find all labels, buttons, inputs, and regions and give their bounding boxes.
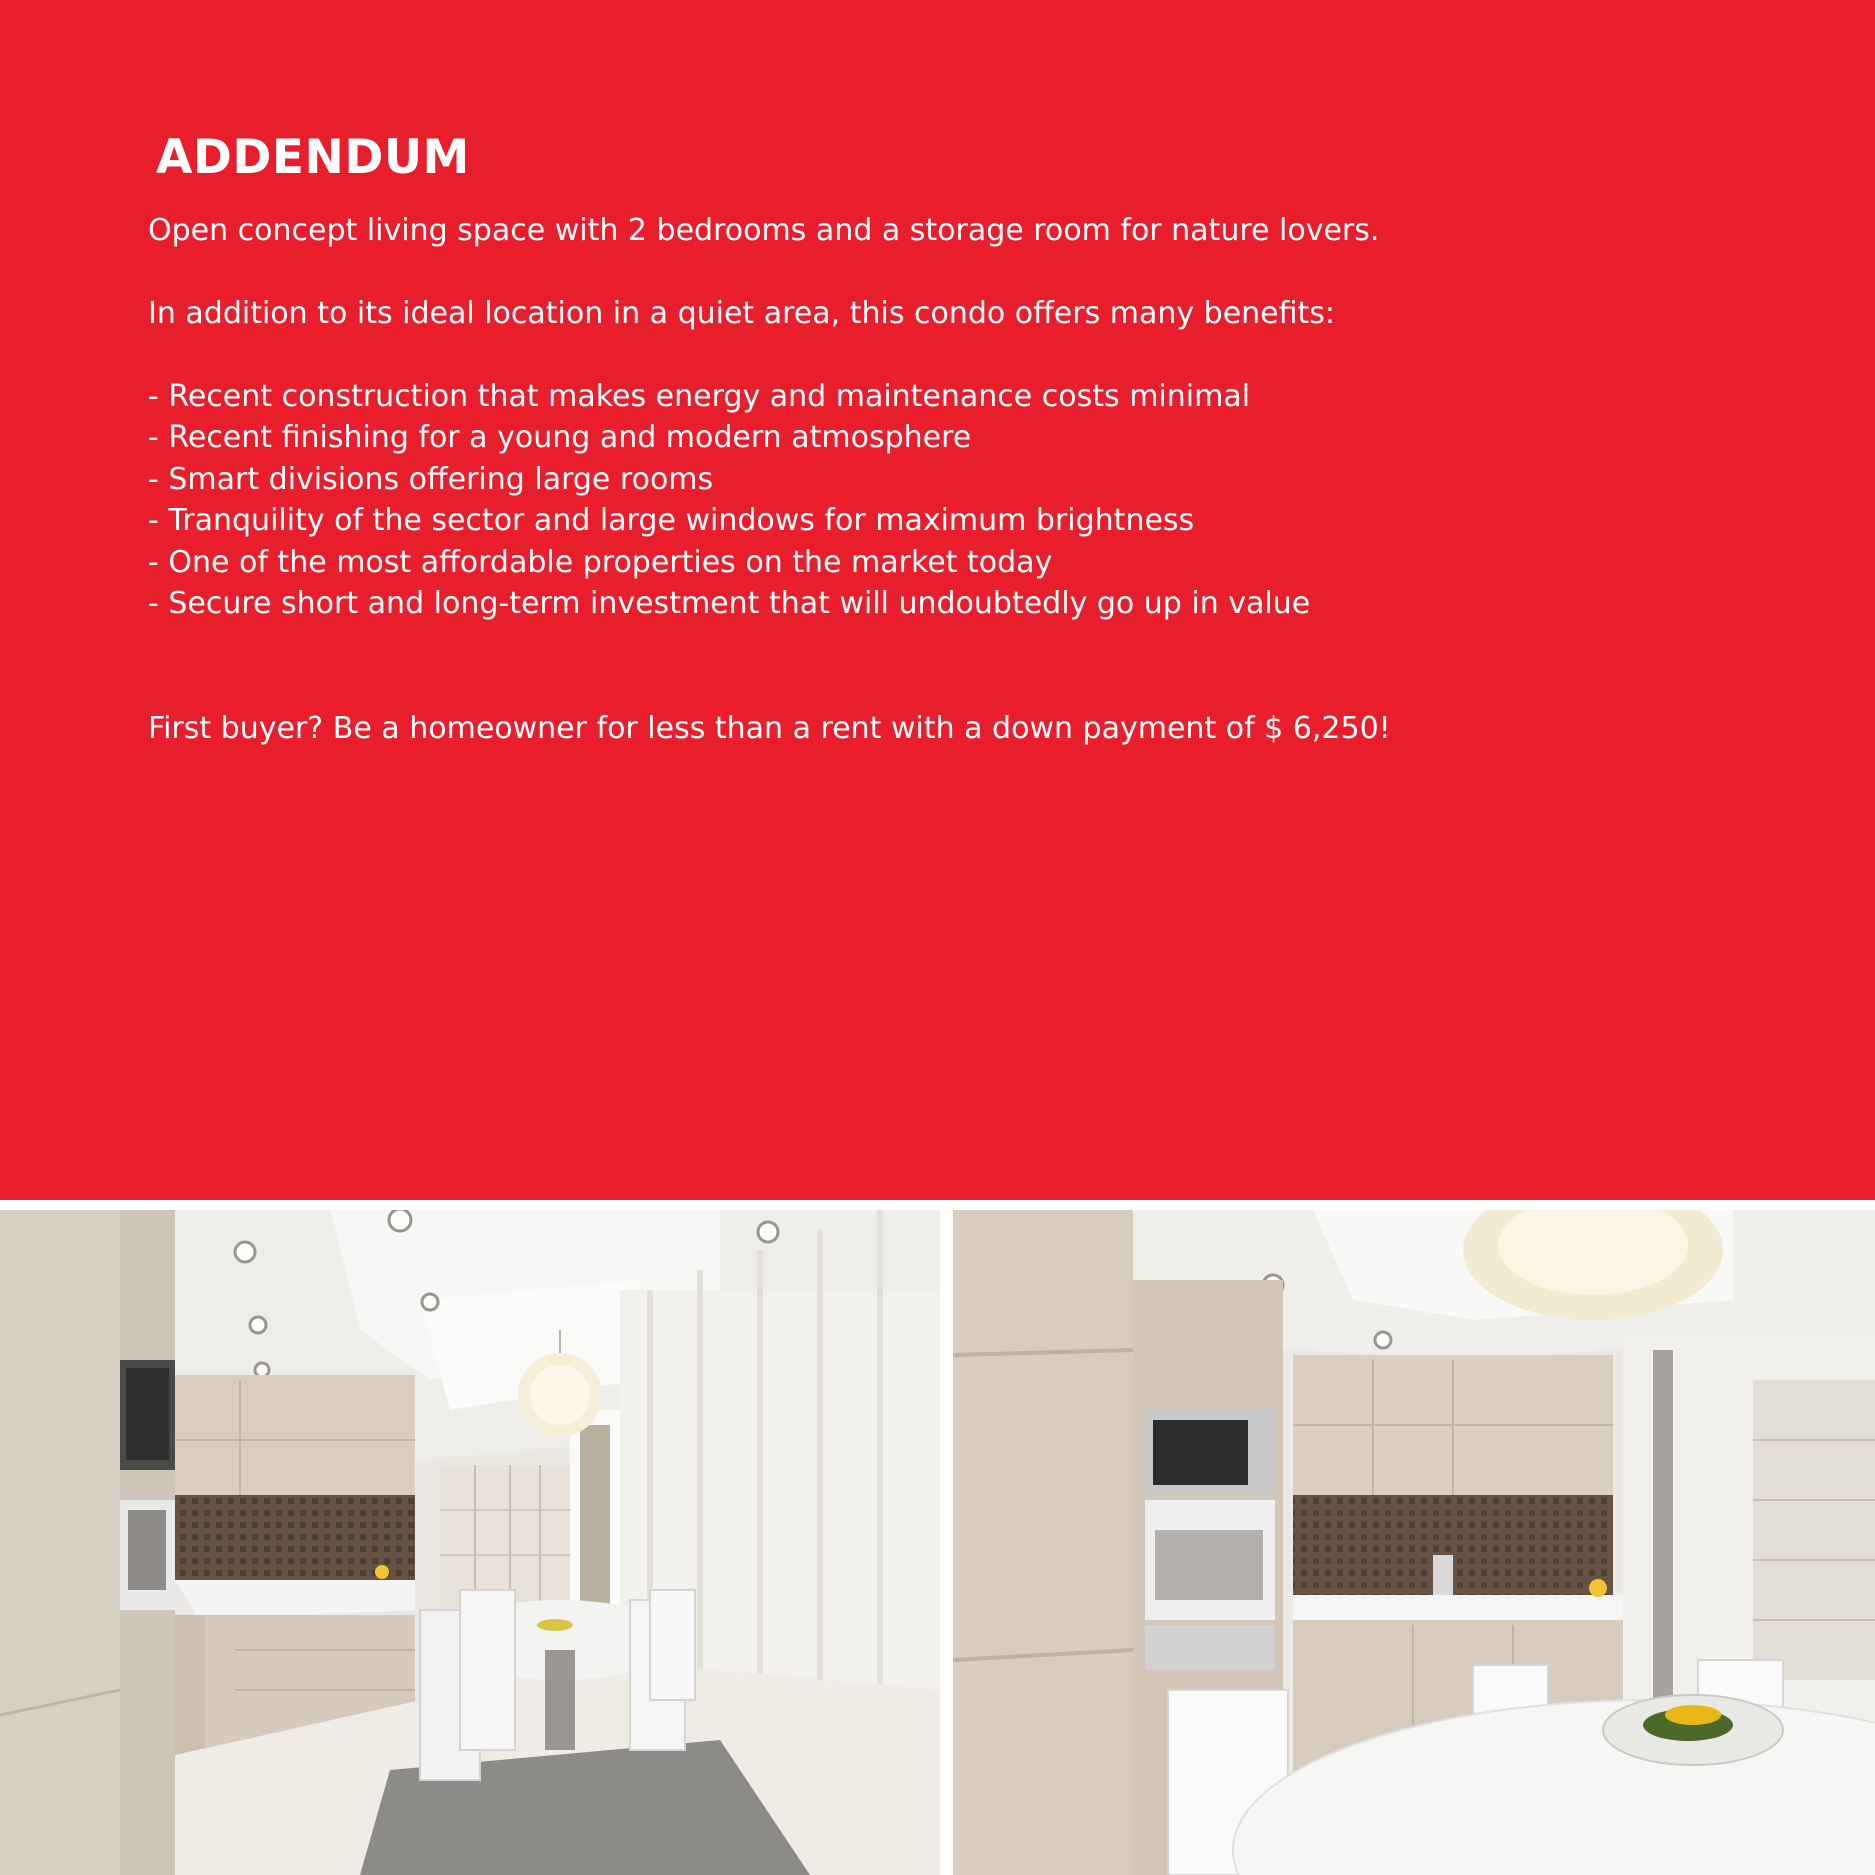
kitchen-photo: [953, 1210, 1875, 1875]
page-title: ADDENDUM: [156, 130, 470, 185]
benefits-list: [148, 376, 1648, 625]
kitchen-dining-photo: [0, 1210, 940, 1875]
benefit-item: - Recent finishing for a young and modern atmosphere: [148, 420, 972, 456]
benefit-item: - Tranquility of the sector and large windows for maximum brightness: [148, 503, 1195, 539]
addendum-content: [148, 132, 1648, 750]
kitchen-dining-illustration: [0, 1210, 940, 1875]
intro-text: Open concept living space with 2 bedrooms and a storage room for nature lovers.: [148, 212, 1380, 248]
benefit-item: - Secure short and long-term investment that will undoubtedly go up in value: [148, 586, 1311, 622]
benefit-item: - Recent construction that makes energy and maintenance costs minimal: [148, 378, 1251, 414]
benefits-lead-text: In addition to its ideal location in a quiet area, this condo offers many benefits:: [148, 295, 1336, 331]
kitchen-illustration: [953, 1210, 1875, 1875]
benefit-item: - Smart divisions offering large rooms: [148, 461, 714, 497]
closing-text: First buyer? Be a homeowner for less than a rent with a down payment of $ 6,250!: [148, 710, 1391, 746]
benefit-item: - One of the most affordable properties on the market today: [148, 544, 1053, 580]
